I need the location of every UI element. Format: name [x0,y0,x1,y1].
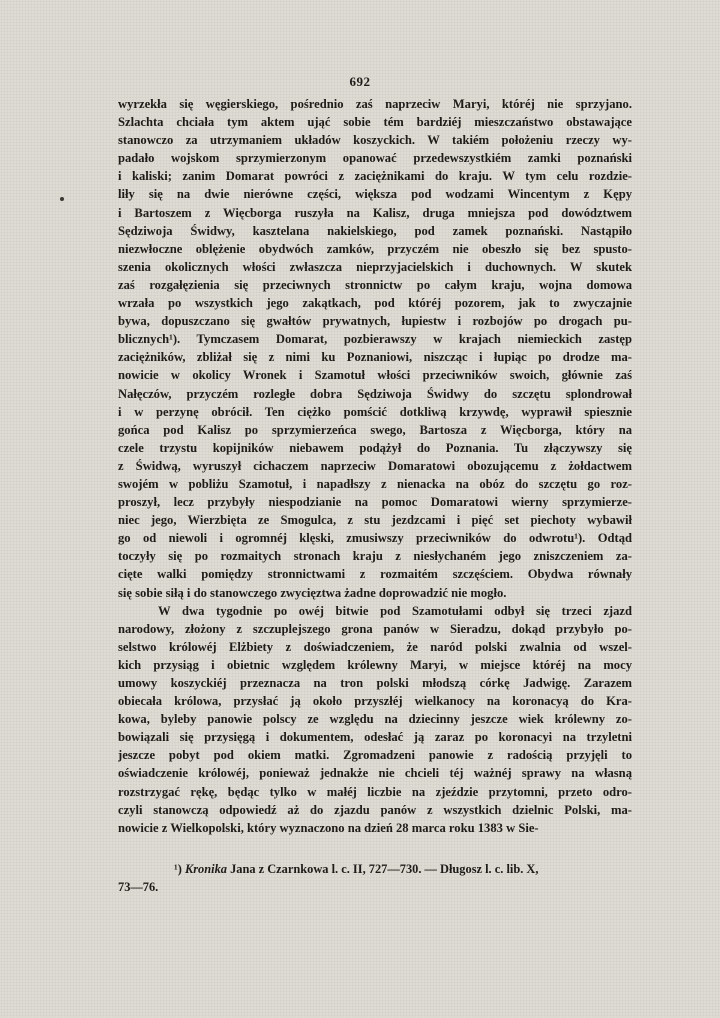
footnote-line [118,860,632,878]
text-line: niezwłoczne oblężenie obydwóch zamków, przyczém nie obeszło się bez spusto- [118,241,632,256]
body-text [118,95,632,837]
text-line: narodowy, złożony z szczuplejszego grona panów w Sieradzu, dokąd przybyło po- [118,621,632,636]
text-line: toczyły się po rozmaitych stronach kraju z niesłychaném jego zniszczeniem za- [118,549,632,564]
text-line: nowicie w okolicy Wronek i Szamotuł włości przeciwników swoich, głównie zaś [118,368,632,383]
text-line: czyli stanowczą odpowiedź aż do zjazdu panów z wszystkich dzielnic Polski, ma- [118,802,632,817]
text-line: zaciężników, zbliżał się z nimi ku Poznaniowi, niszcząc i łupiąc po drodze ma- [118,350,632,365]
text-line: Nałęczów, przyczém rozległe dobra Sędziwoja Świdwy do szczętu splondrował [118,386,632,401]
text-line: selstwo królowéj Elżbiety z doświadczeniem, że naród polski zwalnia od wszel- [118,639,632,654]
text-line: bowiązali się przysięgą i dokumentem, odesłać ją zaraz po koronacyi na trzyletni [118,730,632,745]
text-line: proszył, lecz przybyły niespodzianie na pomoc Domaratowi wierny sprzymierze- [118,495,632,510]
text-line: W dwa tygodnie po owéj bitwie pod Szamotułami odbył się trzeci zjazd [158,603,632,618]
text-line: blicznych¹). Tymczasem Domarat, pozbierawszy w krajach niemieckich zastęp [118,332,632,347]
text-line: Szlachta chciała tym aktem ująć sobie tém bardziéj mieszczaństwo obstawające [118,115,632,130]
text-line: szenia okolicznych włości zwłaszcza nieprzyjacielskich i duchownych. W skutek [118,259,632,274]
footnote-continuation: 73—76. [118,880,159,895]
footnote-text: Jana z Czarnkowa l. c. II, 727—730. — Długosz l. c. lib. X, [226,862,539,876]
text-line: padało wojskom sprzymierzonym opanować przedewszystkiém zamki poznański [118,151,632,166]
text-line: oświadczenie królowéj, ponieważ jednakże nie chcieli téj ważnéj sprawy na własną [118,766,632,781]
text-line: stanowczo za utrzymaniem układów koszyckich. W takiém położeniu rzeczy wy- [118,133,632,148]
footnote [118,860,632,896]
text-line: się sobie siłą i do stanowczego zwycięztwa żadne doprowadzić nie mogło. [118,585,507,600]
text-line: i w perzynę obrócił. Ten ciężko pomścić dotkliwą krzywdę, wyprawił spiesznie [118,404,632,419]
text-line: zaś rozgałęzienia się przeciwnych stronnictw po całym kraju, wojna domowa [118,277,632,292]
footnote-title: Kronika [184,862,227,876]
scan-speck [60,197,64,201]
paragraph [118,95,632,602]
text-line: nowicie z Wielkopolski, który wyznaczono na dzień 28 marca roku 1383 w Sie- [118,820,539,835]
footnote-marker: ¹) [174,862,182,876]
text-line: czele trzystu kopijników niebawem podążył do Poznania. Tu złączywszy się [118,440,632,455]
text-line: liły się na dwie nierówne części, większa pod wodzami Wincentym z Kępy [118,187,632,202]
text-line: wrzała po wszystkich jego zakątkach, pod któréj pozorem, jak to zwyczajnie [118,296,632,311]
text-line: cięte walki pomiędzy stronnictwami z rozmaitém szczęściem. Obydwa równały [118,567,632,582]
text-line: jeszcze pobyt pod okiem matki. Zgromadzeni panowie z radością przyjęli to [118,748,632,763]
text-line: umowy koszyckiéj przeznacza na tron polski młodszą córkę Jadwigę. Zarazem [118,676,632,690]
text-line: bywa, dopuszczano się gwałtów prywatnych, łupiestw i rozbojów po drogach pu- [118,314,632,329]
text-line: niec jego, Wierzbięta ze Smogulca, z stu jezdzcami i pięć set piechoty wybawił [118,513,632,528]
text-line: gońca pod Kalisz po sprzymierzeńca swego, Bartosza z Więcborga, który na [118,422,632,437]
text-line: go od niewoli i ogromnéj klęski, zmusiwszy przeciwników do odwrotu¹). Odtąd [118,531,632,546]
text-line: wyrzekła się węgierskiego, pośrednio zaś naprzeciw Maryi, któréj nie sprzyjano. [118,97,632,111]
text-line: obiecała królowa, przysłać ją około przyszłéj wielkanocy na koronacyą do Kra- [118,694,632,709]
text-line: kich przysiąg i obietnic względem królewny Maryi, w miejsce któréj na mocy [118,657,632,672]
text-line: swojém w pobliżu Szamotuł, i napadłszy z nienacka na obóz do szczętu go roz- [118,476,632,491]
text-line: i Bartoszem z Więcborga ruszyła na Kalisz, druga mniejsza pod dowództwem [118,205,632,220]
text-line: i kaliski; zanim Domarat powróci z zaciężnikami do kraju. W tym celu rozdzie- [118,169,632,184]
text-line: Sędziwoja Świdwy, kasztelana nakielskiego, pod zamek poznański. Nastąpiło [118,223,632,238]
paragraph [118,602,632,837]
text-line: rozstrzygać rękę, będąc tylko w małéj liczbie na zjeździe przytomni, przeto odro- [118,784,632,799]
text-line: z Świdwą, wyruszył cichaczem naprzeciw Domaratowi obozującemu z żołdactwem [118,458,632,473]
page-number: 692 [349,74,371,89]
text-line: kowa, byleby panowie polscy ze względu na dziecinny jeszcze wiek królewny zo- [118,712,632,727]
